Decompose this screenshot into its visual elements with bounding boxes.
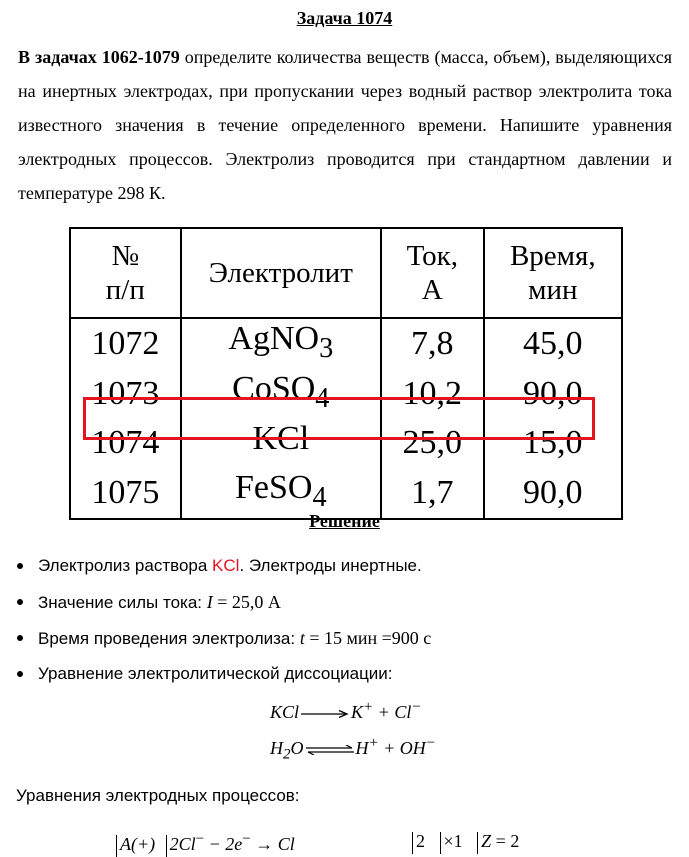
cell-current: 7,8	[381, 318, 484, 369]
cell-time: 90,0	[484, 468, 622, 519]
problem-text: определите количества веществ (масса, объем), выделяющихся на инертных электродах, при пропускании через водный раствор электролита тока известного значения в течение определенного времени. Напишите уравнения электродных процессов. Электролиз проводится при стандартном давлении и температуре 298 К.	[18, 47, 672, 203]
solution-bullets	[0, 548, 431, 692]
cell-current: 25,0	[381, 419, 484, 469]
cell-time: 45,0	[484, 318, 622, 369]
equilibrium-arrow-icon	[306, 745, 354, 755]
cell-current: 1,7	[381, 468, 484, 519]
header-current: Ток, А	[381, 228, 484, 318]
table-row-highlighted	[70, 419, 622, 469]
solution-title: Решение	[309, 511, 380, 531]
cell-electrolyte: AgNO$_3$	[181, 318, 381, 369]
cell-electrolyte: CoSO$_4$	[181, 369, 381, 419]
problem-lead: В задачах 1062-1079	[18, 47, 180, 67]
electrode-processes-header: Уравнения электродных процессов:	[16, 786, 300, 805]
cell-number: 1073	[70, 369, 181, 419]
tasks-table	[69, 227, 623, 520]
header-time: Время, мин	[484, 228, 622, 318]
cell-time: 90,0	[484, 369, 622, 419]
list-item: Значение силы тока: I = 25,0 А	[0, 584, 431, 620]
electrolyte-highlight: KCl	[212, 556, 240, 575]
header-number: № п/п	[70, 228, 181, 318]
cell-number: 1075	[70, 468, 181, 519]
page-title: Задача 1074	[296, 8, 393, 28]
header-electrolyte: Электролит	[181, 228, 381, 318]
list-item: Уравнение электролитической диссоциации:	[0, 656, 431, 692]
table-row	[70, 369, 622, 419]
list-item: Время проведения электролиза: t = 15 мин =900 с	[0, 620, 431, 656]
cell-electrolyte: FeSO$_4$	[181, 468, 381, 519]
right-arrow-icon	[301, 709, 349, 719]
table-row	[70, 318, 622, 369]
dissociation-equation-kcl: KCl K+ + Cl−	[270, 699, 422, 722]
cell-number: 1074	[70, 419, 181, 469]
list-item: Электролиз раствора KCl. Электроды инертные.	[0, 548, 431, 584]
dissociation-equation-water: $H_2O$ H+ + OH−	[270, 735, 436, 763]
cell-electrolyte: KCl	[181, 419, 381, 469]
anode-factors: 2 ×1 Z = 2	[412, 831, 519, 854]
table-header-row	[70, 228, 622, 318]
anode-equation: A(+) 2Cl− − 2e− → Cl	[116, 831, 295, 857]
problem-statement	[18, 40, 672, 210]
cell-current: 10,2	[381, 369, 484, 419]
cell-number: 1072	[70, 318, 181, 369]
cell-time: 15,0	[484, 419, 622, 469]
